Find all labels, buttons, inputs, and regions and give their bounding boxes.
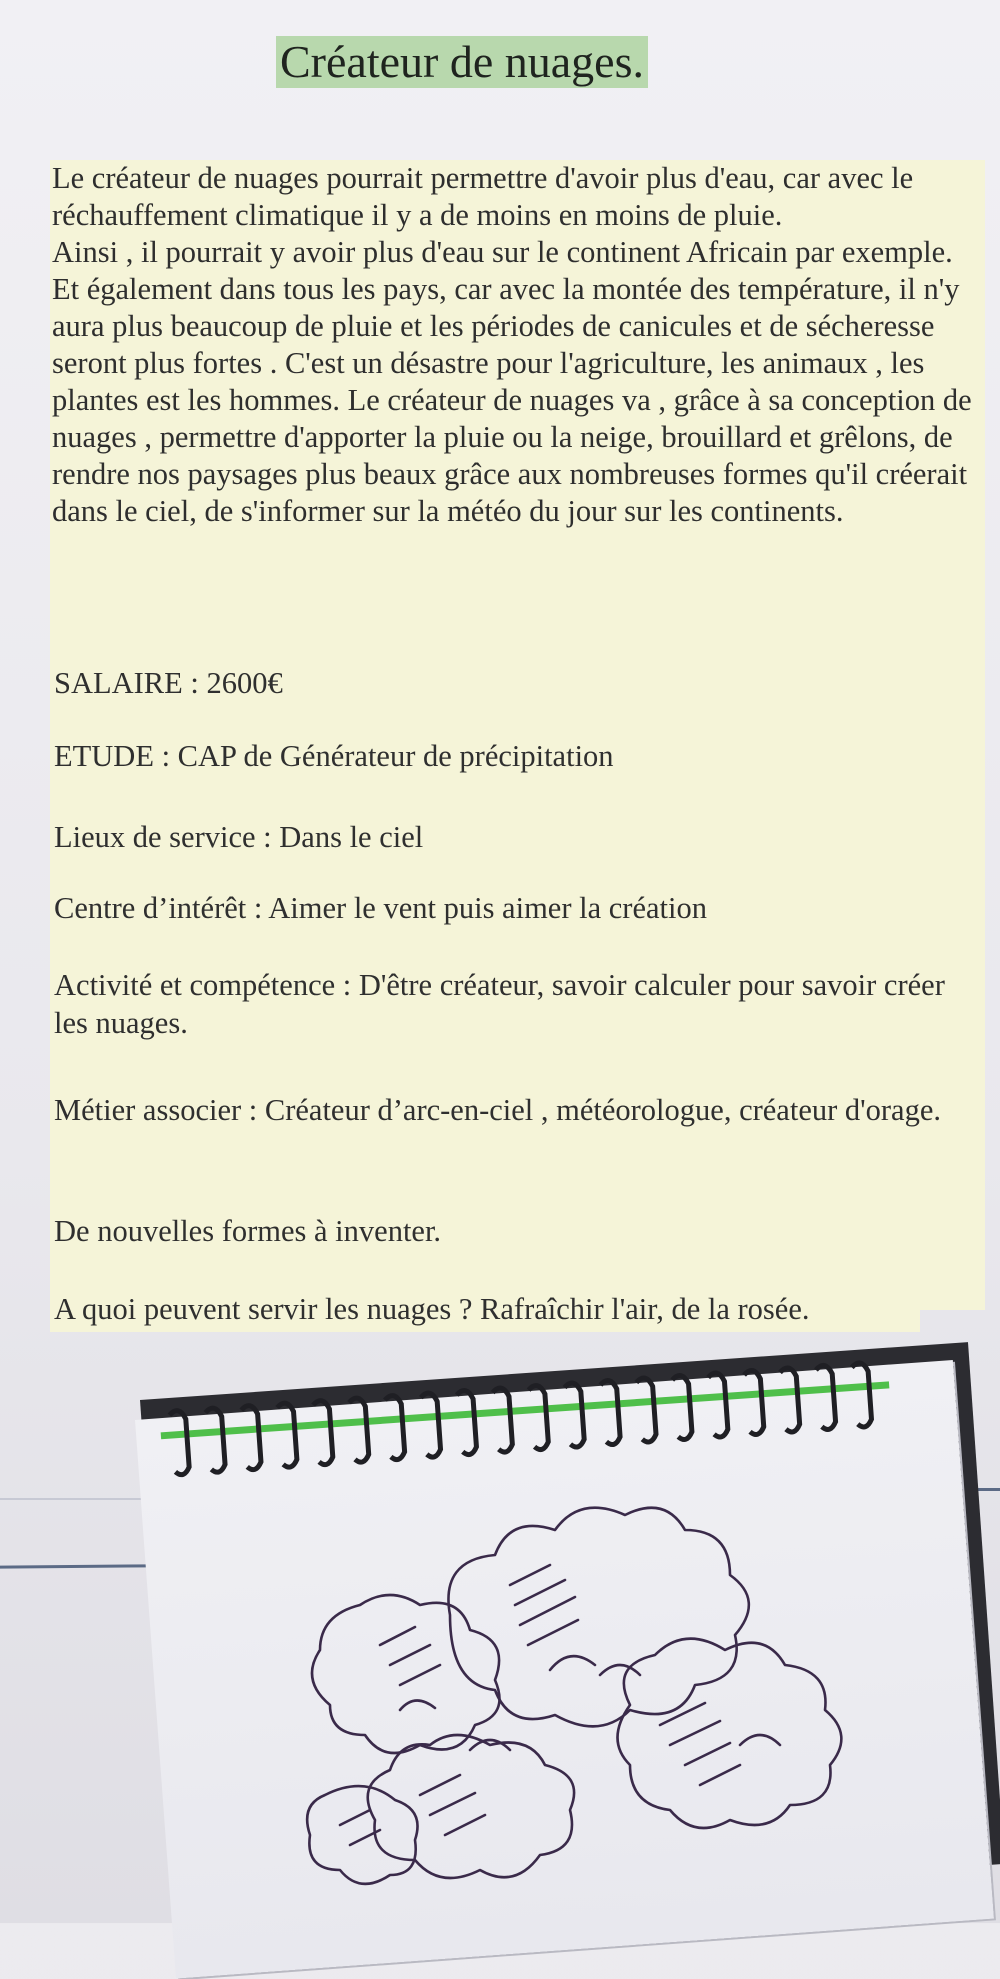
skills-line: Activité et compétence : D'être créateur, savoir calculer pour savoir créer les nuages. [54, 968, 945, 1040]
related-jobs-line: Métier associer : Créateur d’arc-en-ciel , météorologue, créateur d'orage. [54, 1093, 941, 1127]
spiral-binding-icon [150, 1340, 910, 1480]
background-line [0, 1498, 150, 1500]
page-title: Créateur de nuages. [276, 36, 648, 88]
salary-line: SALAIRE : 2600€ [54, 666, 283, 700]
workplace-line: Lieux de service : Dans le ciel [54, 820, 424, 854]
intro-paragraph-1: Le créateur de nuages pourrait permettre d'avoir plus d'eau, car avec le réchauffement climatique il y a de moins en moins de pluie. [52, 161, 914, 232]
background-line [0, 1564, 150, 1568]
study-line: ETUDE : CAP de Générateur de précipitation [54, 739, 614, 773]
question-line: A quoi peuvent servir les nuages ? Rafraîchir l'air, de la rosée. [54, 1292, 810, 1326]
cloud-drawing-icon [300, 1495, 890, 1915]
interest-line: Centre d’intérêt : Aimer le vent puis aimer la création [54, 891, 707, 925]
intro-paragraph-2: Ainsi , il pourrait y avoir plus d'eau sur le continent Africain par exemple. Et également dans tous les pays, car avec la montée des température, il n'y aura plus beaucoup de pluie et les périodes de canicules et de sécheresse seront plus fortes . C'est un désastre pour l'agriculture, les animaux , les plantes est les hommes. Le créateur de nuages va , grâce à sa conception de nuages , permettre d'apporter la pluie ou la neige, brouillard et grêlons, de rendre nos paysages plus beaux grâce aux nombreuses formes qu'il créerait dans le ciel, de s'informer sur la météo du jour sur les continents. [52, 235, 972, 528]
new-shapes-line: De nouvelles formes à inventer. [54, 1214, 442, 1248]
intro-text [52, 160, 982, 530]
